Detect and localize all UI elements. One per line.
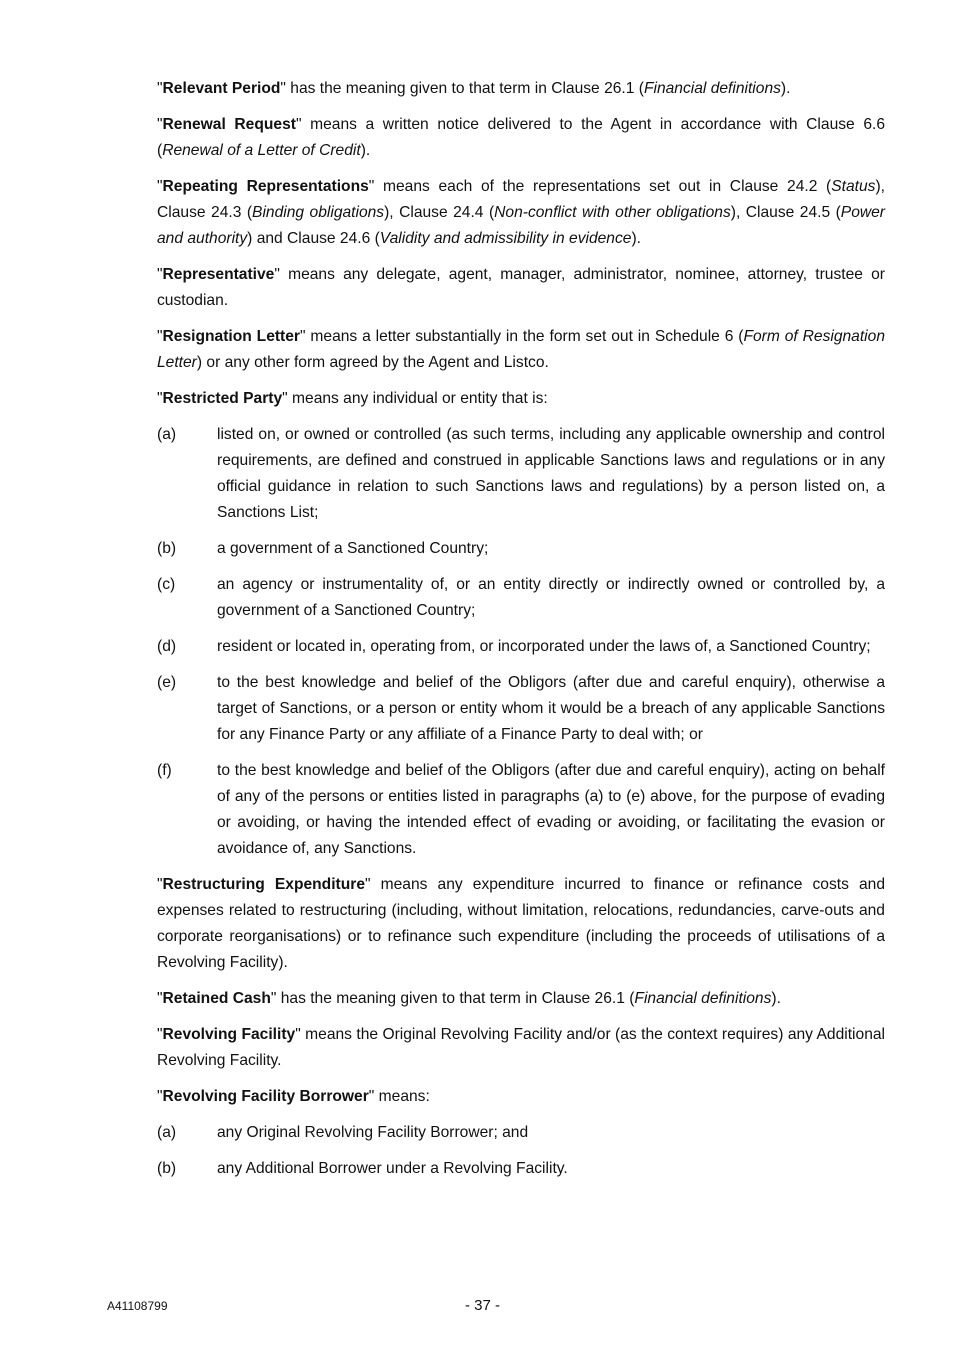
- list-item-label: (a): [157, 426, 177, 443]
- term: Revolving Facility Borrower: [162, 1088, 369, 1105]
- definition-renewal-request: "Renewal Request" means a written notice delivered to the Agent in accordance with Clause 6.6 (Renewal of a Letter of Credit).: [157, 116, 885, 159]
- definition-relevant-period: "Relevant Period" has the meaning given to that term in Clause 26.1 (Financial definitions).: [157, 80, 791, 97]
- definition-revolving-facility-borrower: "Revolving Facility Borrower" means:: [157, 1088, 430, 1105]
- definition-revolving-facility: "Revolving Facility" means the Original Revolving Facility and/or (as the context requires) any Additional Revolving Facility.: [157, 1026, 885, 1069]
- list-item-text: resident or located in, operating from, or incorporated under the laws of, a Sanctioned Country;: [217, 638, 871, 655]
- term: Resignation Letter: [162, 328, 300, 345]
- list-item-label: (e): [157, 674, 177, 691]
- definition-restructuring-expenditure: "Restructuring Expenditure" means any expenditure incurred to finance or refinance costs and expenses related to restructuring (including, without limitation, relocations, redundancies, carve-outs and corporate reorganisations) or to refinance such expenditure (including the proceeds of utilisations of a Revolving Facility).: [157, 876, 885, 971]
- list-item-label: (f): [157, 762, 172, 779]
- list-item-text: to the best knowledge and belief of the Obligors (after due and careful enquiry), otherwise a target of Sanctions, or a person or entity whom it would be a breach of any applicable Sanctions for any Finance Party or any affiliate of a Finance Party to deal with; or: [217, 674, 885, 743]
- page-number: - 37 -: [464, 1297, 500, 1314]
- definition-representative: "Representative" means any delegate, agent, manager, administrator, nominee, attorney, trustee or custodian.: [157, 266, 885, 309]
- list-item-text: to the best knowledge and belief of the Obligors (after due and careful enquiry), acting on behalf of any of the persons or entities listed in paragraphs (a) to (e) above, for the purpose of evading or avoiding, or having the intended effect of evading or avoiding, or facilitating the evasion or avoidance of, any Sanctions.: [217, 762, 885, 857]
- list-item: [157, 670, 885, 748]
- list-item-text: listed on, or owned or controlled (as such terms, including any applicable ownership and control requirements, are defined and construed in applicable Sanctions laws and regulations or in any official guidance in relation to such Sanctions laws and regulations) by a person listed on, a Sanctions List;: [217, 426, 885, 521]
- list-item-text: an agency or instrumentality of, or an entity directly or indirectly owned or controlled by, a government of a Sanctioned Country;: [217, 576, 885, 619]
- list-item: [157, 1156, 885, 1182]
- definition-resignation-letter: "Resignation Letter" means a letter substantially in the form set out in Schedule 6 (Form of Resignation Letter) or any other form agreed by the Agent and Listco.: [157, 328, 885, 371]
- term: Repeating Representations: [162, 178, 369, 195]
- term: Renewal Request: [162, 116, 296, 133]
- list-item: [157, 422, 885, 526]
- list-item: [157, 572, 885, 624]
- list-item-label: (d): [157, 638, 177, 655]
- list-item: [157, 1120, 885, 1146]
- term: Restructuring Expenditure: [162, 876, 365, 893]
- definition-retained-cash: "Retained Cash" has the meaning given to that term in Clause 26.1 (Financial definitions).: [157, 990, 781, 1007]
- document-reference: A41108799: [107, 1299, 168, 1313]
- list-item-text: a government of a Sanctioned Country;: [217, 540, 489, 557]
- list-item-label: (b): [157, 540, 177, 557]
- definition-repeating-representations: "Repeating Representations" means each of the representations set out in Clause 24.2 (Status), Clause 24.3 (Binding obligations), Clause 24.4 (Non-conflict with other obligations), Clause 24.5 (Power and authority) and Clause 24.6 (Validity and admissibility in evidence).: [157, 178, 885, 247]
- list-item: [157, 634, 885, 660]
- definition-restricted-party: "Restricted Party" means any individual or entity that is:: [157, 390, 548, 407]
- term: Restricted Party: [162, 390, 283, 407]
- term: Retained Cash: [162, 990, 271, 1007]
- list-item-label: (c): [157, 576, 176, 593]
- list-item-label: (a): [157, 1124, 177, 1141]
- list-item: [157, 536, 885, 562]
- term: Representative: [162, 266, 275, 283]
- term: Revolving Facility: [162, 1026, 296, 1043]
- list-item-text: any Original Revolving Facility Borrower; and: [217, 1124, 529, 1141]
- list-item-text: any Additional Borrower under a Revolving Facility.: [217, 1160, 568, 1177]
- page-content: [157, 76, 885, 1192]
- list-item-label: (b): [157, 1160, 177, 1177]
- term: Relevant Period: [162, 80, 281, 97]
- list-item: [157, 758, 885, 862]
